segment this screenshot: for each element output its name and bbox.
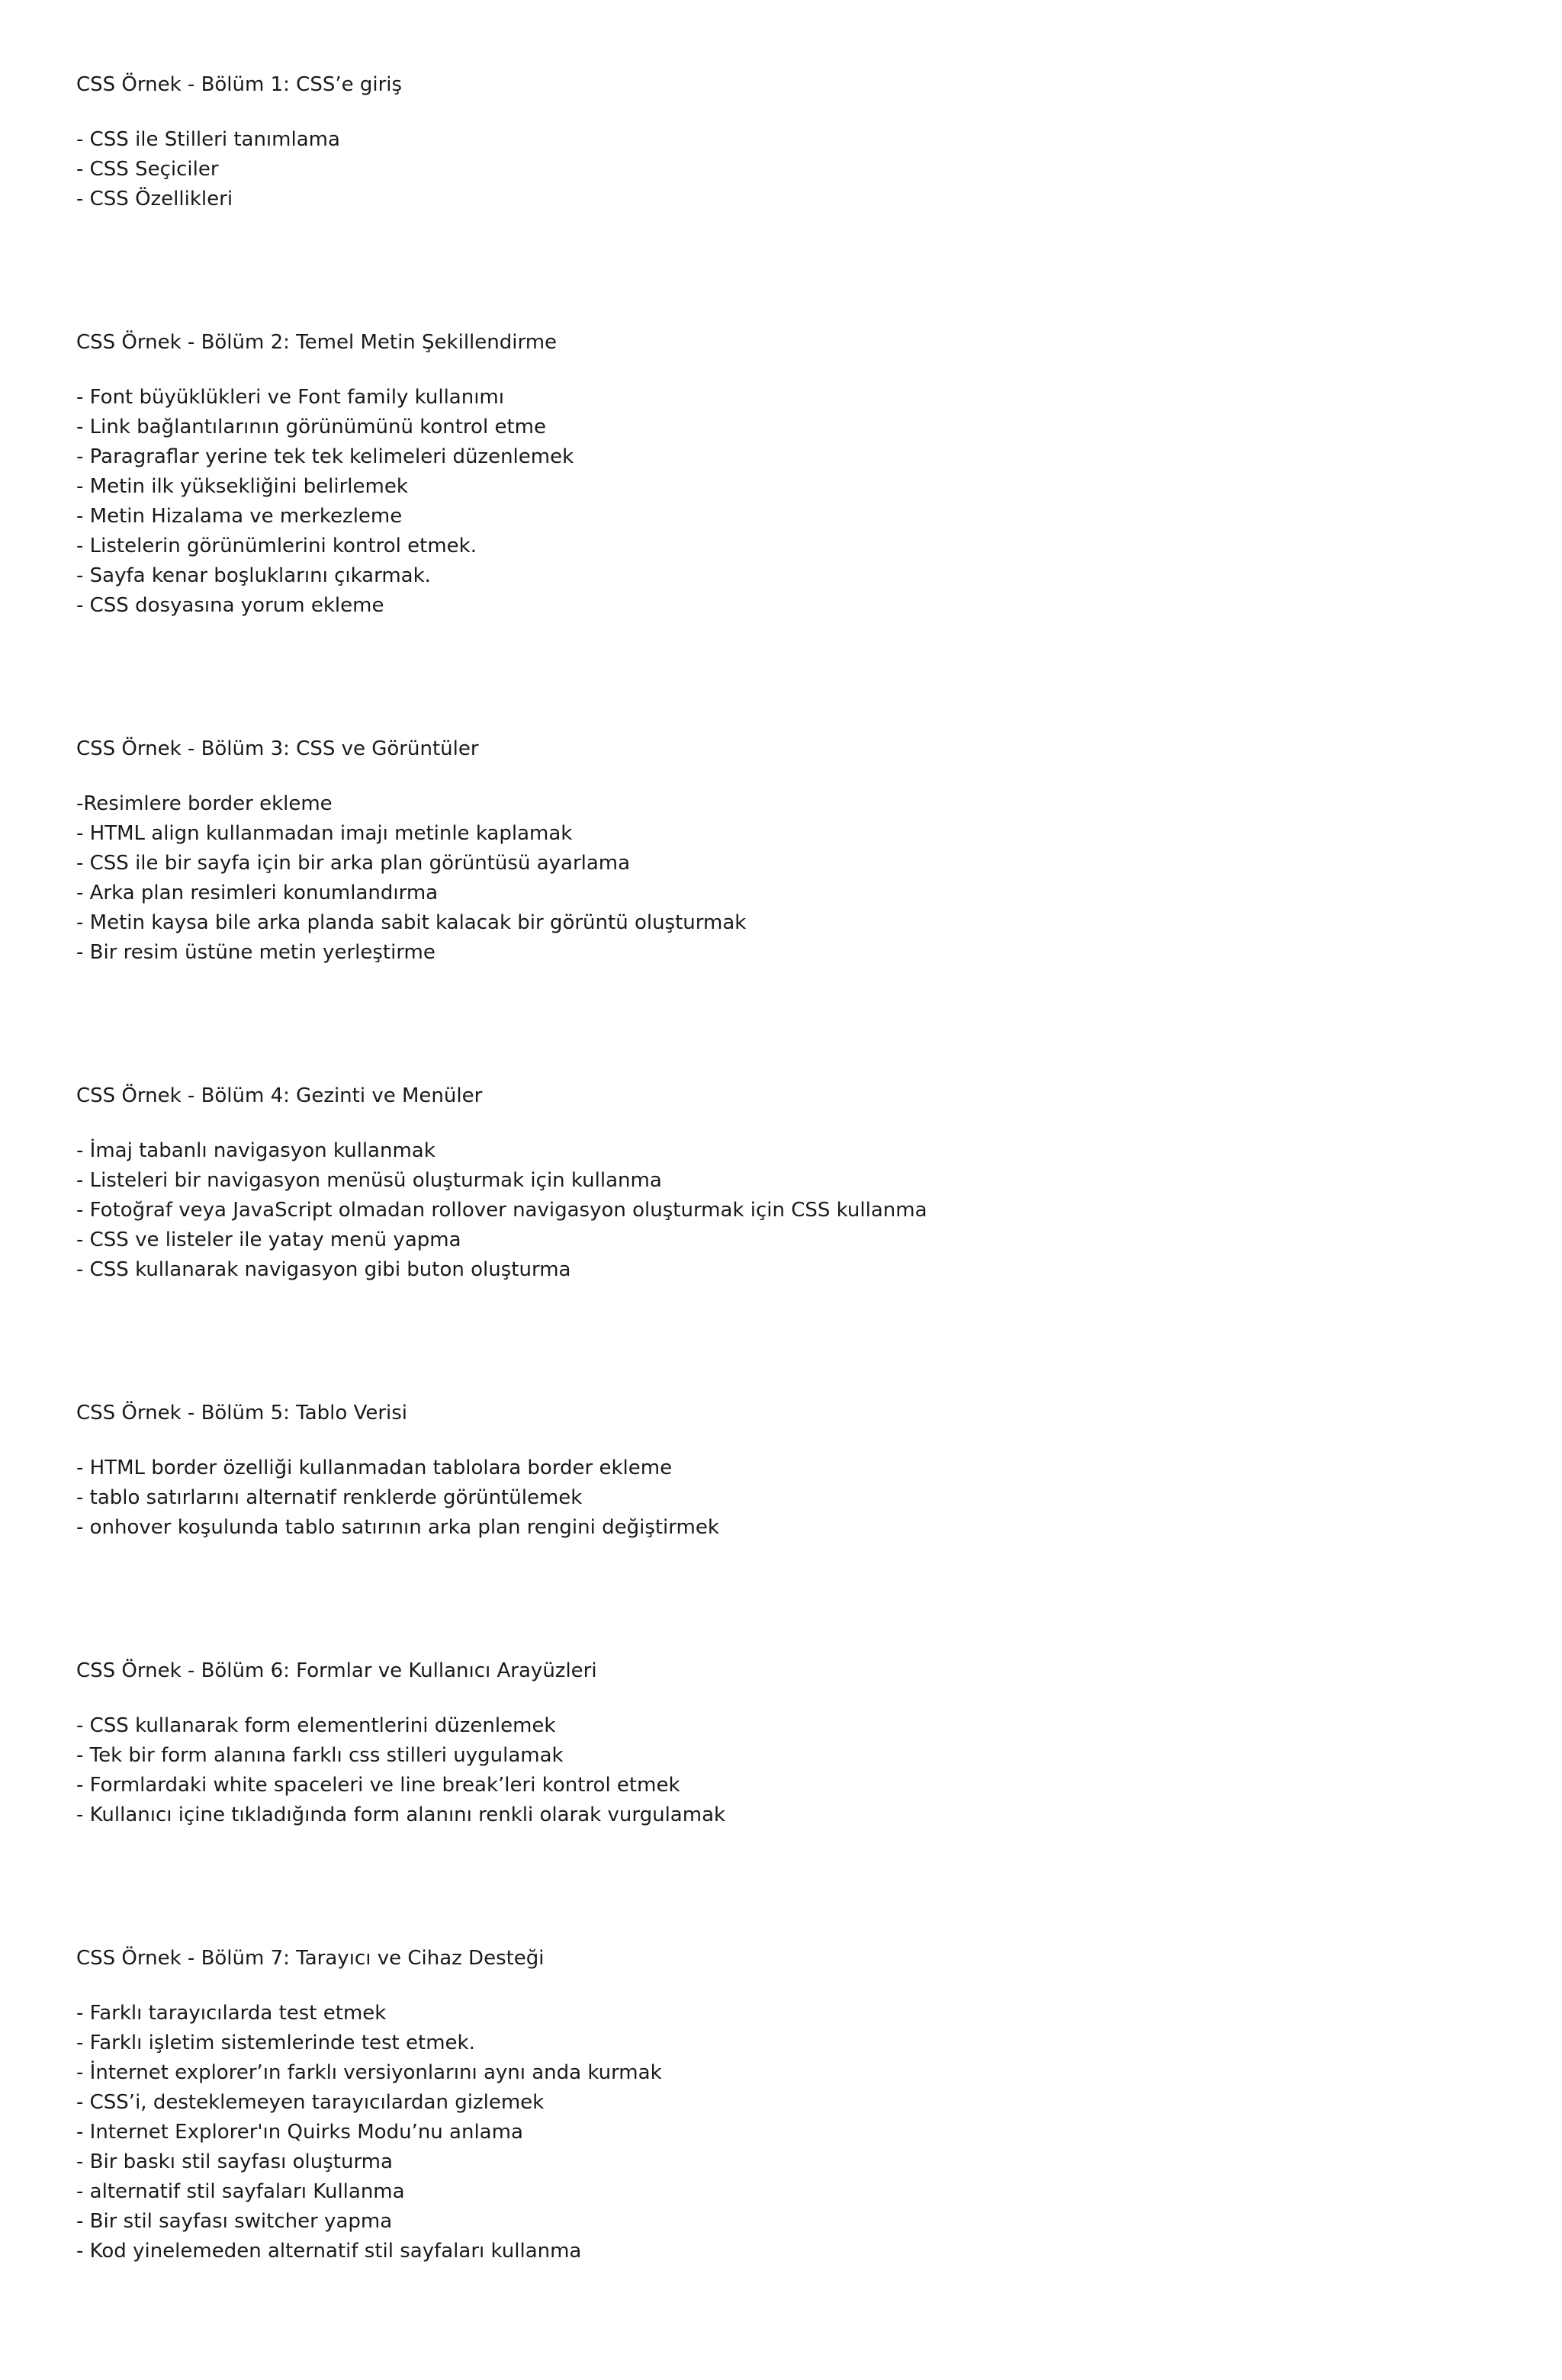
list-item: - HTML border özelliği kullanmadan tablolara border ekleme bbox=[76, 1457, 673, 1479]
list-item: - Farklı işletim sistemlerinde test etmek. bbox=[76, 2032, 475, 2054]
list-item: - alternatif stil sayfaları Kullanma bbox=[76, 2180, 405, 2203]
section-7 bbox=[76, 1944, 1495, 2266]
list-item: - CSS kullanarak form elementlerini düzenlemek bbox=[76, 1714, 556, 1737]
list-item: - CSS Seçiciler bbox=[76, 158, 219, 181]
section-list bbox=[76, 1711, 1495, 1830]
list-item: - Sayfa kenar boşluklarını çıkarmak. bbox=[76, 564, 431, 587]
section-list bbox=[76, 1453, 1495, 1543]
list-item: - Internet Explorer'ın Quirks Modu’nu anlama bbox=[76, 2121, 523, 2144]
section-4 bbox=[76, 1081, 1495, 1285]
list-item: - CSS Özellikleri bbox=[76, 188, 233, 210]
list-item: - Tek bir form alanına farklı css stilleri uygulamak bbox=[76, 1744, 564, 1767]
list-item: - onhover koşulunda tablo satırının arka plan rengini değiştirmek bbox=[76, 1516, 719, 1539]
section-5 bbox=[76, 1399, 1495, 1543]
section-title: CSS Örnek - Bölüm 3: CSS ve Görüntüler bbox=[76, 737, 479, 760]
list-item: - Bir resim üstüne metin yerleştirme bbox=[76, 941, 435, 964]
list-item: - Fotoğraf veya JavaScript olmadan rollover navigasyon oluşturmak için CSS kullanma bbox=[76, 1199, 927, 1222]
list-item: - HTML align kullanmadan imajı metinle kaplamak bbox=[76, 822, 573, 845]
list-item: - Farklı tarayıcılarda test etmek bbox=[76, 2002, 387, 2025]
section-title: CSS Örnek - Bölüm 7: Tarayıcı ve Cihaz Desteği bbox=[76, 1947, 545, 1970]
section-list bbox=[76, 1999, 1495, 2266]
list-item: - CSS ile Stilleri tanımlama bbox=[76, 128, 340, 151]
list-item: - Listelerin görünümlerini kontrol etmek. bbox=[76, 535, 477, 557]
list-item: - Bir baskı stil sayfası oluşturma bbox=[76, 2150, 393, 2173]
list-item: -Resimlere border ekleme bbox=[76, 792, 333, 815]
section-3 bbox=[76, 734, 1495, 968]
section-title: CSS Örnek - Bölüm 6: Formlar ve Kullanıcı Arayüzleri bbox=[76, 1659, 597, 1682]
list-item: - CSS kullanarak navigasyon gibi buton oluşturma bbox=[76, 1258, 571, 1281]
list-item: - CSS dosyasına yorum ekleme bbox=[76, 594, 384, 617]
section-title: CSS Örnek - Bölüm 2: Temel Metin Şekillendirme bbox=[76, 331, 558, 354]
list-item: - Listeleri bir navigasyon menüsü oluşturmak için kullanma bbox=[76, 1169, 662, 1192]
document-page bbox=[76, 70, 1495, 2380]
section-6 bbox=[76, 1656, 1495, 1830]
list-item: - CSS ve listeler ile yatay menü yapma bbox=[76, 1229, 461, 1251]
list-item: - Formlardaki white spaceleri ve line break’leri kontrol etmek bbox=[76, 1774, 680, 1797]
section-title: CSS Örnek - Bölüm 4: Gezinti ve Menüler bbox=[76, 1084, 483, 1107]
list-item: - Bir stil sayfası switcher yapma bbox=[76, 2210, 393, 2233]
list-item: - Kod yinelemeden alternatif stil sayfaları kullanma bbox=[76, 2240, 582, 2263]
list-item: - Metin kaysa bile arka planda sabit kalacak bir görüntü oluşturmak bbox=[76, 911, 747, 934]
list-item: - tablo satırlarını alternatif renklerde görüntülemek bbox=[76, 1486, 583, 1509]
section-title: CSS Örnek - Bölüm 5: Tablo Verisi bbox=[76, 1402, 408, 1424]
section-list bbox=[76, 383, 1495, 621]
list-item: - Paragraflar yerine tek tek kelimeleri düzenlemek bbox=[76, 445, 574, 468]
list-item: - CSS’i, desteklemeyen tarayıcılardan gizlemek bbox=[76, 2091, 545, 2114]
section-list bbox=[76, 125, 1495, 214]
list-item: - Metin Hizalama ve merkezleme bbox=[76, 505, 403, 528]
list-item: - Kullanıcı içine tıkladığında form alanını renkli olarak vurgulamak bbox=[76, 1803, 726, 1826]
section-list bbox=[76, 789, 1495, 968]
section-list bbox=[76, 1136, 1495, 1285]
section-title: CSS Örnek - Bölüm 1: CSS’e giriş bbox=[76, 73, 403, 96]
list-item: - Font büyüklükleri ve Font family kullanımı bbox=[76, 386, 504, 409]
list-item: - İnternet explorer’ın farklı versiyonlarını aynı anda kurmak bbox=[76, 2061, 662, 2084]
section-2 bbox=[76, 328, 1495, 621]
list-item: - CSS ile bir sayfa için bir arka plan görüntüsü ayarlama bbox=[76, 852, 631, 875]
section-1 bbox=[76, 70, 1495, 214]
list-item: - İmaj tabanlı navigasyon kullanmak bbox=[76, 1139, 435, 1162]
list-item: - Link bağlantılarının görünümünü kontrol etme bbox=[76, 416, 546, 438]
list-item: - Metin ilk yüksekliğini belirlemek bbox=[76, 475, 408, 498]
list-item: - Arka plan resimleri konumlandırma bbox=[76, 882, 439, 904]
